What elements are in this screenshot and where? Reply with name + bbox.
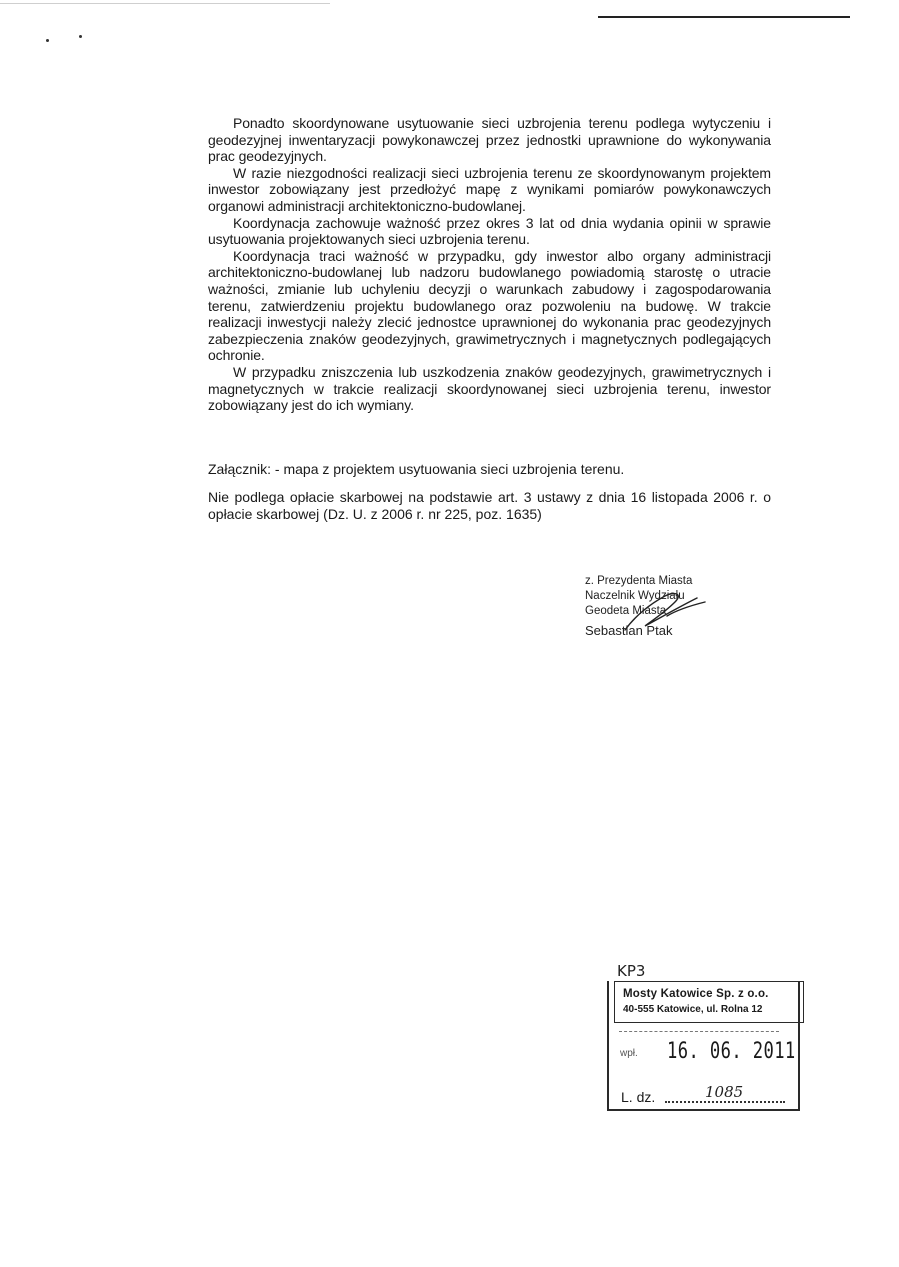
signature-line-head: Naczelnik Wydziału bbox=[585, 590, 685, 602]
paragraph-discrepancy: W razie niezgodności realizacji sieci uzbrojenia terenu ze skoordynowanym projektem inwestor zobowiązany jest przedłożyć mapę z wynikami pomiarów powykonawczych organowi administracji architektoniczno-budowlanej. bbox=[208, 164, 771, 214]
handwritten-signature bbox=[605, 586, 715, 636]
paragraph-loss-of-validity: Koordynacja traci ważność w przypadku, gdy inwestor albo organy administracji architektoniczno-budowlanej lub nadzoru budowlanego powiadomią starostę o utracie ważności, zmianie lub uchyleniu decyzji o warunkach zabudowy i zagospodarowania terenu, zatwierdzeniu projektu budowlanego oraz pozwoleniu na budowę. W trakcie realizacji inwestycji należy zlecić jednostce uprawnionej do wykonania prac geodezyjnych zabezpieczenia znaków geodezyjnych, grawimetrycznych i magnetycznych podlegających ochronie. bbox=[208, 247, 771, 364]
top-rule bbox=[598, 16, 850, 18]
stamp-company-address: 40-555 Katowice, ul. Rolna 12 bbox=[623, 1004, 763, 1015]
paragraph-coordination: Ponadto skoordynowane usytuowanie sieci uzbrojenia terenu podlega wytyczeniu i geodezyjnej inwentaryzacji powykonawczej przez jednostki uprawnione do wykonywania prac geodezyjnych. bbox=[208, 115, 771, 165]
scan-edge-line bbox=[0, 3, 330, 4]
stamp-received-date: 16. 06. 2011 bbox=[667, 1039, 796, 1064]
stamp-date-label: wpł. bbox=[620, 1048, 638, 1059]
paragraph-damage: W przypadku zniszczenia lub uszkodzenia znaków geodezyjnych, grawimetrycznych i magnetycznych w trakcie realizacji skoordynowanej sieci uzbrojenia terenu, inwestor zobowiązany jest do ich wymiany. bbox=[208, 363, 771, 414]
signature-line-surveyor: Geodeta Miasta bbox=[585, 605, 667, 617]
stamp-ldz-number: 1085 bbox=[705, 1083, 744, 1101]
stamp-duty-note: Nie podlega opłacie skarbowej na podstawie art. 3 ustawy z dnia 16 listopada 2006 r. o opłacie skarbowej (Dz. U. z 2006 r. nr 225, poz. 1635) bbox=[208, 489, 771, 522]
paragraph-validity: Koordynacja zachowuje ważność przez okres 3 lat od dnia wydania opinii w sprawie usytuowania projektowanych sieci uzbrojenia terenu. bbox=[208, 214, 771, 248]
stamp-company-name: Mosty Katowice Sp. z o.o. bbox=[623, 988, 769, 1000]
signatory-name: Sebastian Ptak bbox=[585, 623, 673, 638]
stamp-company-box bbox=[614, 981, 804, 1023]
stamp-ldz-dotted-line bbox=[665, 1101, 785, 1103]
signature-line-mayor: z. Prezydenta Miasta bbox=[585, 575, 693, 587]
receipt-stamp bbox=[607, 981, 800, 1111]
scan-speck bbox=[79, 35, 82, 38]
document-body bbox=[208, 115, 771, 414]
stamp-handwritten-mark: KP3 bbox=[617, 962, 646, 980]
attachment-note: Załącznik: - mapa z projektem usytuowania sieci uzbrojenia terenu. bbox=[208, 461, 625, 477]
stamp-ldz-label: L. dz. bbox=[621, 1089, 656, 1105]
scan-speck bbox=[46, 39, 49, 42]
stamp-divider bbox=[619, 1031, 779, 1032]
